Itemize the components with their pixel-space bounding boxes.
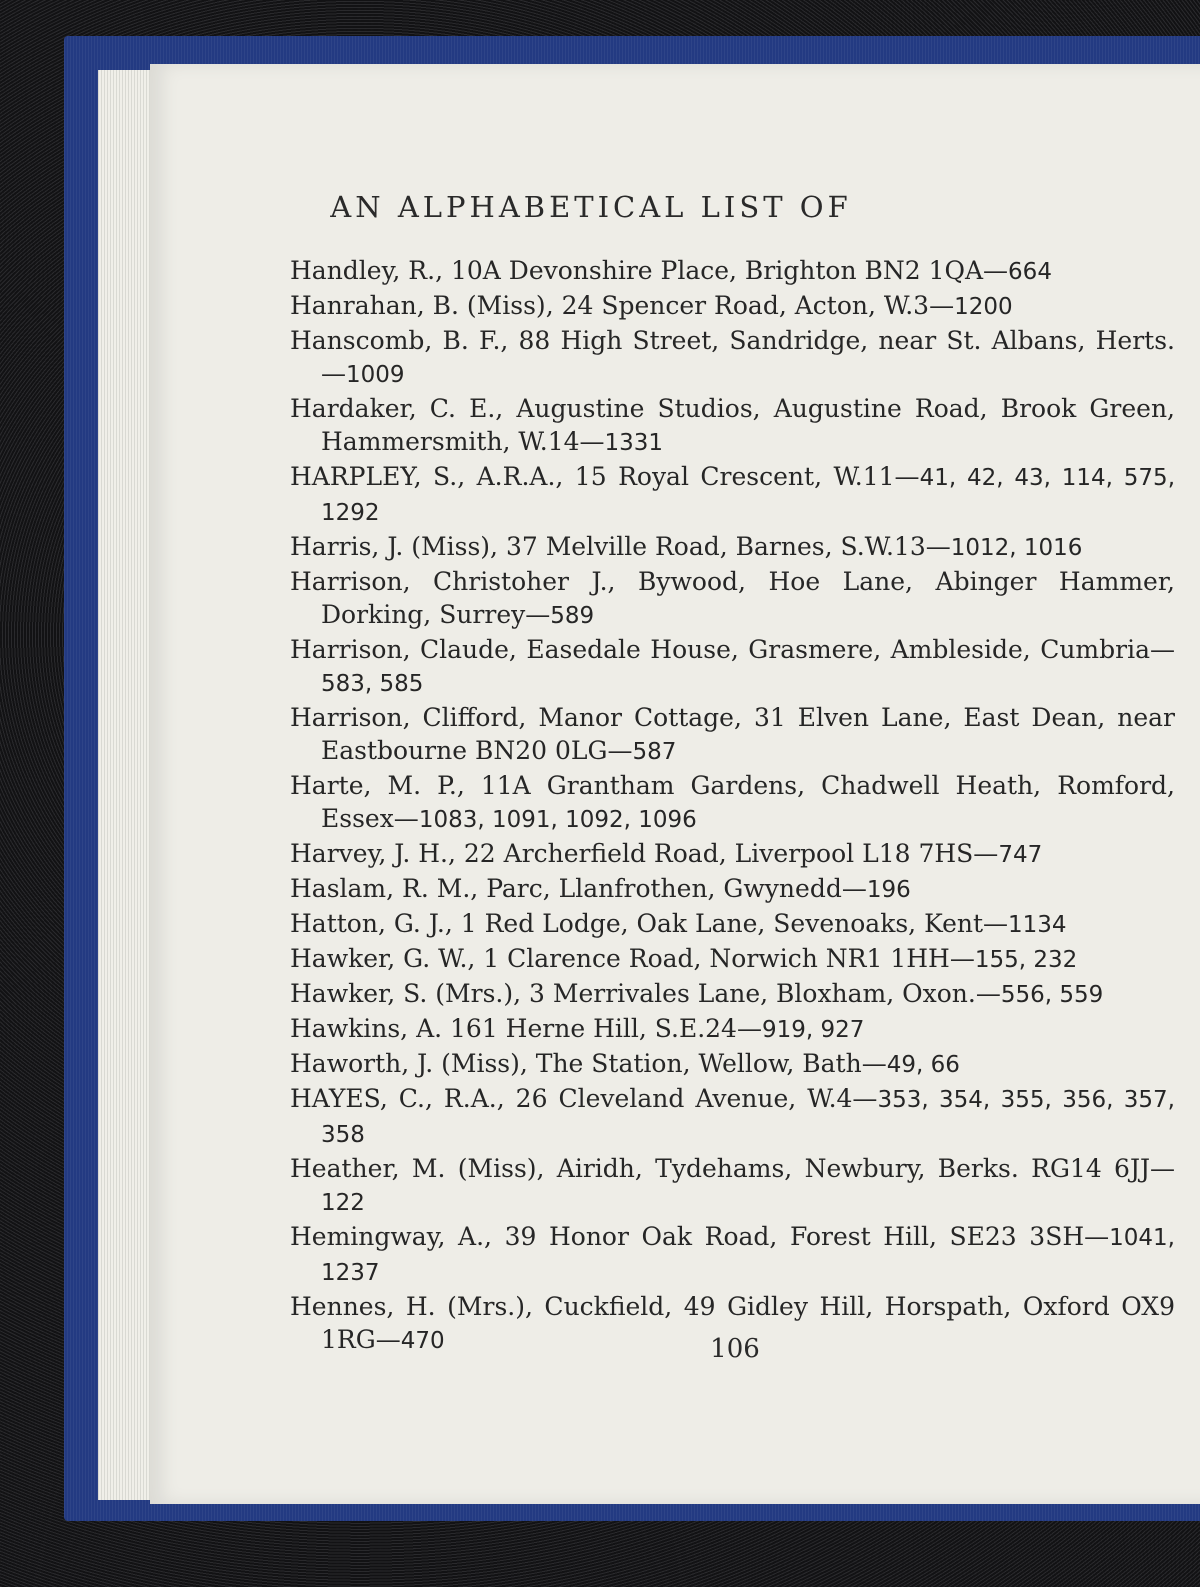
page-number: 106	[710, 1334, 760, 1364]
list-entry	[290, 460, 1175, 530]
entry-refs: 470	[400, 1328, 445, 1354]
entry-refs: 664	[1008, 259, 1052, 285]
entry-text: Harrison, Christoher J., Bywood, Hoe Lane, Abinger Hammer, Dorking, Surrey—	[290, 567, 1175, 629]
list-entry	[290, 837, 1175, 872]
list-entry	[290, 907, 1175, 942]
entry-refs: 589	[550, 603, 595, 629]
list-entry	[290, 1082, 1175, 1152]
entry-refs: 196	[866, 877, 911, 903]
entry-refs: 353, 354, 355, 356, 357, 358	[321, 1087, 1175, 1148]
entry-text: Haworth, J. (Miss), The Station, Wellow, Bath—	[290, 1049, 887, 1078]
list-entry	[290, 1047, 1175, 1082]
entry-refs: 556, 559	[1000, 982, 1104, 1008]
entry-refs: 155, 232	[974, 947, 1078, 973]
entry-refs: 1009	[346, 362, 405, 388]
list-entry	[290, 1220, 1175, 1290]
entry-text: Harris, J. (Miss), 37 Melville Road, Barnes, S.W.13—	[290, 532, 951, 561]
list-entry	[290, 565, 1175, 633]
entry-text: Hawkins, A. 161 Herne Hill, S.E.24—	[290, 1014, 762, 1043]
entry-text: Hawker, G. W., 1 Clarence Road, Norwich NR1 1HH—	[290, 944, 975, 973]
entry-refs: 1012, 1016	[950, 535, 1083, 561]
list-entry	[290, 977, 1175, 1012]
entry-refs: 1041, 1237	[321, 1225, 1175, 1286]
entry-refs: 919, 927	[761, 1017, 865, 1043]
entry-refs: 1331	[604, 430, 664, 456]
entry-text: Harvey, J. H., 22 Archerfield Road, Liverpool L18 7HS—	[290, 839, 999, 868]
entry-refs: 1134	[1008, 912, 1067, 938]
list-entry	[290, 633, 1175, 701]
entry-refs: 49, 66	[886, 1052, 960, 1078]
page-header: AN ALPHABETICAL LIST OF	[330, 190, 852, 224]
entry-refs: 1200	[954, 294, 1013, 320]
entry-refs: 747	[998, 842, 1043, 868]
entry-list	[290, 254, 1175, 1358]
entry-text: Haslam, R. M., Parc, Llanfrothen, Gwynedd—	[290, 874, 867, 903]
list-entry	[290, 324, 1175, 392]
entry-text: Hardaker, C. E., Augustine Studios, Augustine Road, Brook Green, Hammersmith, W.14—	[290, 394, 1175, 456]
list-entry	[290, 701, 1175, 769]
entry-text: Harte, M. P., 11A Grantham Gardens, Chadwell Heath, Romford, Essex—	[290, 771, 1175, 833]
list-entry	[290, 392, 1175, 460]
entry-text: Harrison, Claude, Easedale House, Grasmere, Ambleside, Cumbria—	[290, 635, 1175, 664]
entry-text: HAYES, C., R.A., 26 Cleveland Avenue, W.4—	[290, 1084, 878, 1113]
list-entry	[290, 254, 1175, 289]
entry-text: Hanscomb, B. F., 88 High Street, Sandridge, near St. Albans, Herts.—	[290, 326, 1175, 388]
list-entry	[290, 289, 1175, 324]
list-entry	[290, 872, 1175, 907]
list-entry	[290, 530, 1175, 565]
entry-refs: 41, 42, 43, 114, 575, 1292	[321, 465, 1175, 526]
entry-text: Hennes, H. (Mrs.), Cuckfield, 49 Gidley Hill, Horspath, Oxford OX9 1RG—	[290, 1292, 1175, 1354]
entry-refs: 583, 585	[321, 671, 424, 697]
entry-text: Hawker, S. (Mrs.), 3 Merrivales Lane, Bloxham, Oxon.—	[290, 979, 1001, 1008]
entry-text: Hatton, G. J., 1 Red Lodge, Oak Lane, Sevenoaks, Kent—	[290, 909, 1009, 938]
list-entry	[290, 942, 1175, 977]
entry-text: Harrison, Clifford, Manor Cottage, 31 Elven Lane, East Dean, near Eastbourne BN20 0LG—	[290, 703, 1175, 765]
list-entry	[290, 1152, 1175, 1220]
list-entry	[290, 1012, 1175, 1047]
entry-text: Handley, R., 10A Devonshire Place, Brighton BN2 1QA—	[290, 256, 1009, 285]
entry-text: HARPLEY, S., A.R.A., 15 Royal Crescent, W.11—	[290, 462, 920, 491]
entry-text: Hanrahan, B. (Miss), 24 Spencer Road, Acton, W.3—	[290, 291, 955, 320]
entry-text: Heather, M. (Miss), Airidh, Tydehams, Newbury, Berks. RG14 6JJ—	[290, 1154, 1175, 1183]
entry-refs: 1083, 1091, 1092, 1096	[418, 807, 697, 833]
entry-text: Hemingway, A., 39 Honor Oak Road, Forest Hill, SE23 3SH—	[290, 1222, 1110, 1251]
entry-refs: 122	[321, 1190, 365, 1216]
list-entry	[290, 769, 1175, 837]
entry-refs: 587	[632, 739, 677, 765]
